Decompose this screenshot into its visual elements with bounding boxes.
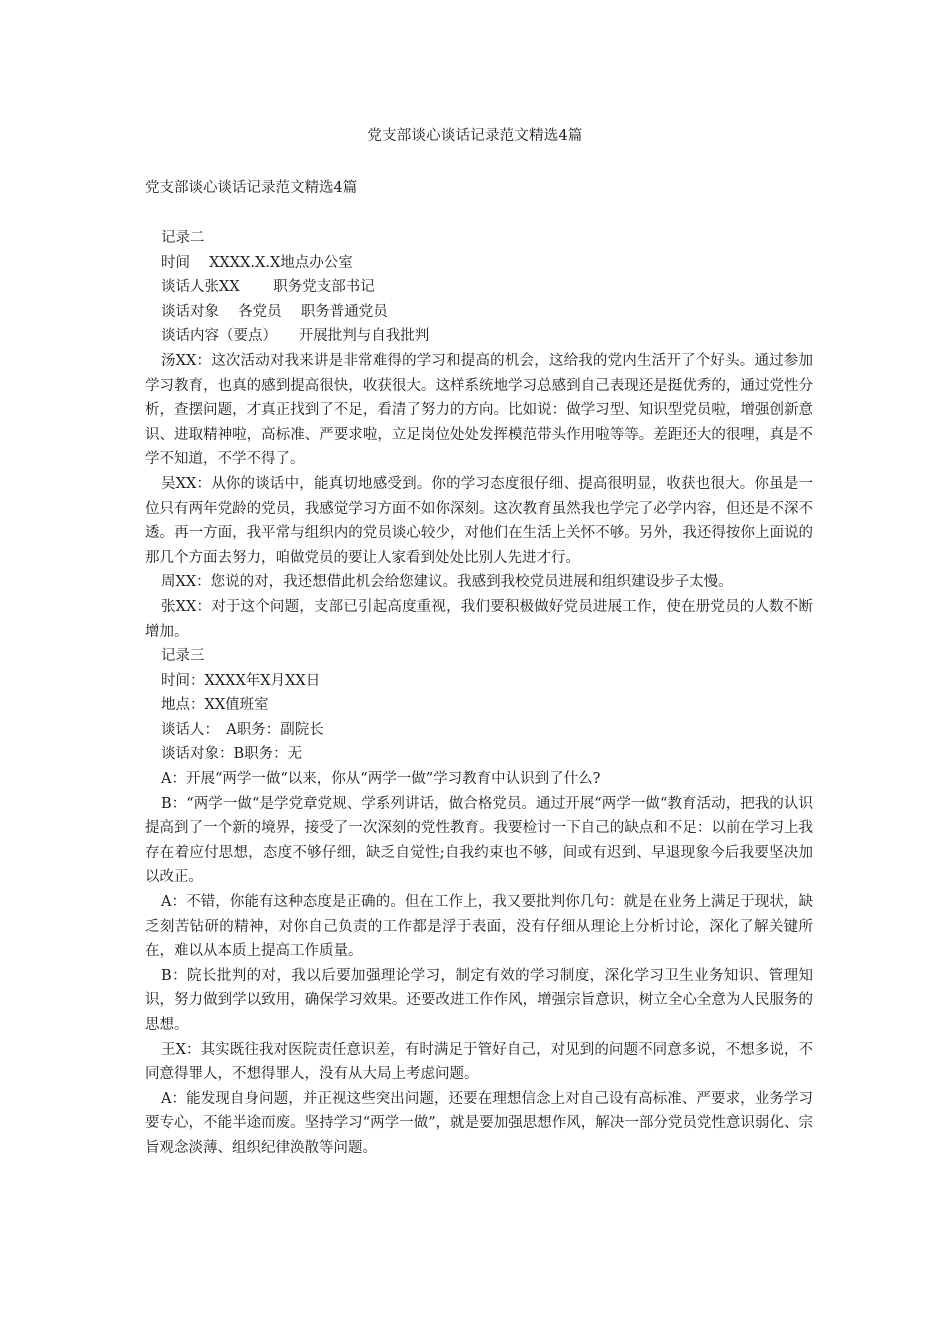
paragraph: B：“两学一做“是学党章党规、学系列讲话，做合格党员。通过开展“两学一做“教育活动，把我的认识提高到了一个新的境界，接受了一次深刻的党性教育。我要检讨一下自己的缺点和不足：以前在学习上我存在着应付思想，态度不够仔细，缺乏自觉性;自我约束也不够，间或有迟到、早退现象今后我要坚决加以改正。 [145, 795, 813, 886]
paragraph: 张XX：对于这个问题，支部已引起高度重视，我们要积极做好党员进展工作，使在册党员的人数不断增加。 [145, 598, 813, 640]
paragraph: 王X：其实既往我对医院责任意识差，有时满足于管好自己，对见到的问题不同意多说，不想多说，不同意得罪人，不想得罪人，没有从大局上考虑问题。 [145, 1041, 813, 1083]
meta-line-content: 谈话内容（要点） 开展批判与自我批判 [161, 328, 430, 345]
meta-line-speaker: 谈话人： A职务：副院长 [161, 721, 324, 738]
meta-line-location: 地点：XX值班室 [161, 697, 269, 714]
paragraph: 汤XX：这次活动对我来讲是非常难得的学习和提高的机会，这给我的党内生活开了个好头。通过参加学习教育，也真的感到提高很快，收获很大。这样系统地学习总感到自己表现还是挺优秀的，通过党性分析，查摆问题，才真正找到了不足，看清了努力的方向。比如说：做学习型、知识型党员啦，增强创新意识、进取精神啦，高标准、严要求啦，立足岗位处处发挥模范带头作用啦等等。差距还大的很哩，真是不学不知道，不学不得了。 [145, 352, 813, 468]
paragraph: 吴XX：从你的谈话中，能真切地感受到。你的学习态度很仔细、提高很明显，收获也很大。你虽是一位只有两年党龄的党员，我感觉学习方面不如你深刻。这次教育虽然我也学完了必学内容，但还是不深不透。再一方面，我平常与组织内的党员谈心较少，对他们在生活上关怀不够。另外，我还得按你上面说的那几个方面去努力，咱做党员的要让人家看到处处比别人先进才行。 [145, 475, 813, 566]
document-subtitle: 党支部谈心谈话记录范文精选4篇 [145, 180, 358, 196]
meta-line-target: 谈话对象：B职务：无 [161, 746, 303, 763]
paragraph: A：开展“两学一做“以来，你从“两学一做”学习教育中认识到了什么? [161, 771, 601, 788]
document-body [145, 226, 813, 1161]
paragraph: B：院长批判的对，我以后要加强理论学习，制定有效的学习制度，深化学习卫生业务知识、管理知识，努力做到学以致用，确保学习效果。还要改进工作作风，增强宗旨意识，树立全心全意为人民服务的思想。 [145, 967, 813, 1033]
meta-line-speaker: 谈话人张XX 职务党支部书记 [161, 279, 375, 296]
meta-line-time: 时间：XXXX年X月XX日 [161, 672, 321, 689]
meta-line-target: 谈话对象 各党员 职务普通党员 [161, 303, 388, 320]
section-heading-record-2: 记录二 [161, 230, 205, 246]
paragraph: 周XX：您说的对，我还想借此机会给您建议。我感到我校党员进展和组织建设步子太慢。 [161, 574, 733, 591]
section-heading-record-3: 记录三 [161, 648, 205, 665]
paragraph: A：能发现自身问题，并正视这些突出问题，还要在理想信念上对自己设有高标准、严要求，业务学习要专心，不能半途而废。坚持学习“两学一做”，就是要加强思想作风，解决一部分党员党性意识弱化、宗旨观念淡薄、组织纪律涣散等问题。 [145, 1090, 813, 1156]
meta-line-time: 时间 XXXX.X.X地点办公室 [161, 254, 353, 271]
document-title: 党支部谈心谈话记录范文精选4篇 [367, 128, 583, 144]
paragraph: A：不错，你能有这种态度是正确的。但在工作上，我又要批判你几句：就是在业务上满足于现状，缺乏刻苦钻研的精神，对你自己负责的工作都是浮于表面，没有仔细从理论上分析讨论，深化了解关键所在，难以从本质上提高工作质量。 [145, 894, 813, 960]
